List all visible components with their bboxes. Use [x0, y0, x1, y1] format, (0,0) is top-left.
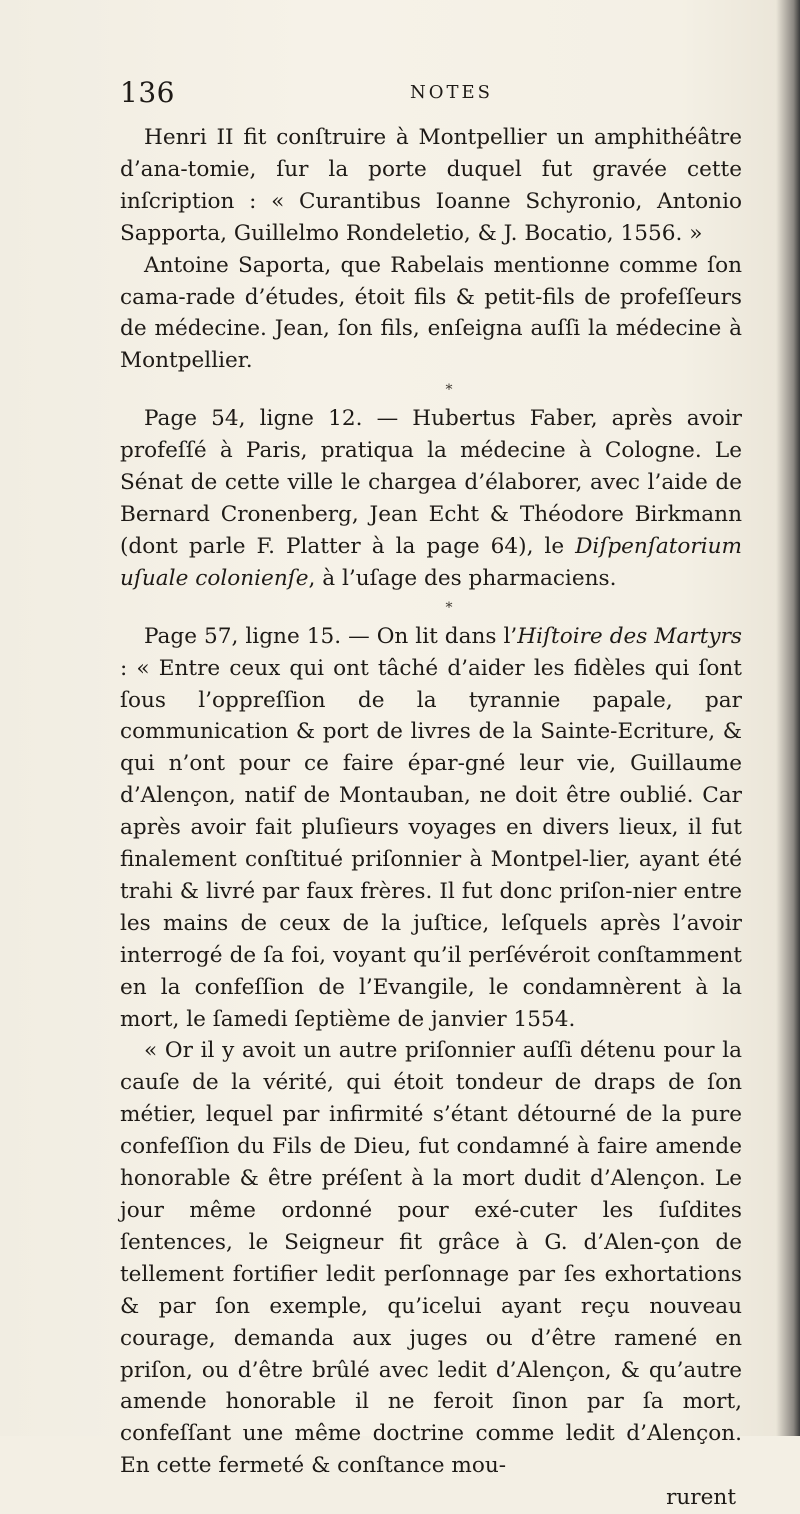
paragraph-amphitheatre: Henri II fit conſtruire à Montpellier un amphithéâtre d’ana-tomie, ſur la porte duquel fut gravée cette inſcription : « Curantibus Ioanne Schyronio, Antonio Sapporta, Guillelmo Rondeletio, & J. Bocatio, 1556. »	[120, 125, 742, 246]
book-title: Hiſtoire des Martyrs	[517, 623, 742, 649]
paragraph-saporta: Antoine Saporta, que Rabelais mentionne comme ſon cama-rade d’études, étoit fils & petit-fils de profeſſeurs de médecine. Jean, ſon fils, enſeigna auſſi la médecine à Montpellier.	[120, 252, 742, 374]
paragraph-martyrs: Page 57, ligne 15. — On lit dans l’Hiſtoire des Martyrs : « Entre ceux qui ont tâché d’aider les fidèles qui ſont ſous l’oppreſſion de la tyrannie papale, par communication & port de livres de la Sainte-Ecriture, & qui n’ont pour ce faire épar-gné leur vie, Guillaume d’Alençon, natif de Montauban, ne doit être oublié. Car après avoir fait pluſieurs voyages en divers lieux, il fut finalement conſtitué priſonnier à Montpel-lier, ayant été trahi & livré par faux frères. Il fut donc priſon-nier entre les mains de ceux de la juſtice, leſquels après l’avoir interrogé de ſa foi, voyant qu’il perſévéroit conſtamment en la confeſſion de l’Evangile, le condamnèrent à la mort, le ſamedi ſeptième de janvier 1554.	[120, 623, 742, 1032]
running-head: NOTES	[410, 82, 493, 103]
body-text	[120, 122, 742, 1514]
asterisk-separator: *	[445, 599, 453, 616]
page-header	[120, 76, 740, 116]
page-reference: Page 57, ligne 15.	[144, 623, 342, 649]
book-title: Diſpenſatorium uſuale colonienſe	[120, 533, 742, 591]
page-reference: Page 54, ligne 12.	[144, 406, 363, 432]
catchword: rurent	[666, 1485, 736, 1511]
paragraph-tondeur: « Or il y avoit un autre priſonnier auſſi détenu pour la cauſe de la vérité, qui étoit tondeur de draps de ſon métier, lequel par infirmité s’étant détourné de la pure confeſſion du Fils de Dieu, fut condamné à faire amende honorable & être préſent à la mort dudit d’Alençon. Le jour même ordonné pour exé-cuter les ſuſdites ſentences, le Seigneur fit grâce à G. d’Alen-çon de tellement fortifier ledit perſonnage par ſes exhortations & par ſon exemple, qu’icelui ayant reçu nouveau courage, demanda aux juges ou d’être ramené en priſon, ou d’être brûlé avec ledit d’Alençon, & qu’autre amende honorable il ne feroit ſinon par ſa mort, confeſſant une même doctrine comme ledit d’Alençon. En cette fermeté & conſtance mou-	[120, 1038, 742, 1479]
paragraph-faber: Page 54, ligne 12. — Hubertus Faber, après avoir profeſſé à Paris, pratiqua la médecine à Cologne. Le Sénat de cette ville le chargea d’élaborer, avec l’aide de Bernard Cronenberg, Jean Echt & Théodore Birkmann (dont parle F. Platter à la page 64), le Diſpenſatorium uſuale colonienſe, à l’uſage des pharmaciens.	[120, 406, 742, 591]
page-number: 136	[120, 76, 175, 109]
asterisk-separator: *	[445, 382, 453, 399]
